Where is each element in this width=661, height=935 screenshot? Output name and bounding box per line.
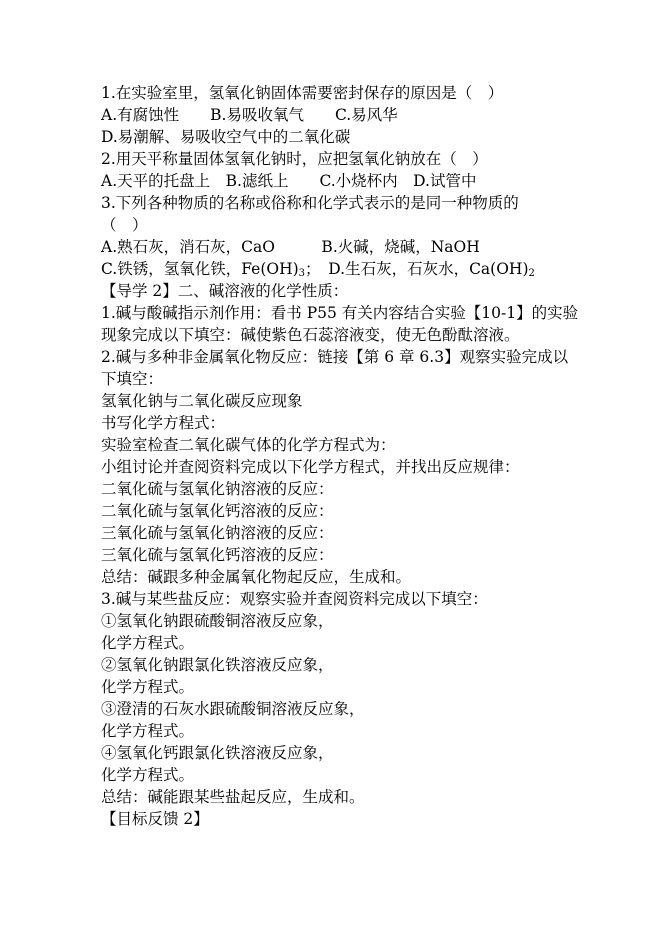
question-2: 2.用天平称量固体氢氧化钠时，应把氢氧化钠放在（ ） [101,150,488,168]
equation-1: 化学方程式。 [101,634,195,652]
item-circle-2: ②氢氧化钠跟氯化铁溶液反应象， [101,656,334,674]
summary-1: 总结：碱跟多种金属氧化物起反应，生成和。 [101,568,412,586]
naoh-co2-phenomenon: 氢氧化钠与二氧化碳反应现象 [101,392,303,410]
option-c-text: C.铁锈，氢氧化铁，Fe(OH) [101,260,299,278]
question-3: 3.下列各种物质的名称或俗称和化学式表示的是同一种物质的 [101,194,519,212]
section-heading-feedback-2: 【目标反馈 2】 [101,810,209,828]
point-2-line-2: 下填空： [101,370,164,388]
section-heading-daoxue-2: 【导学 2】二、碱溶液的化学性质： [101,282,349,300]
equation-3: 化学方程式。 [101,722,195,740]
so2-caoh2: 二氧化硫与氢氧化钙溶液的反应： [101,502,334,520]
co2-test-equation: 实验室检查二氧化碳气体的化学方程式为： [101,436,396,454]
option-d-subscript: 2 [528,268,535,279]
so3-caoh2: 三氧化硫与氢氧化钙溶液的反应： [101,546,334,564]
point-1-line-1: 1.碱与酸碱指示剂作用：看书 P55 有关内容结合实验【10-1】的实验 [101,304,579,322]
equation-2: 化学方程式。 [101,678,195,696]
question-3-options-cd [101,258,535,280]
question-1-option-d: D.易潮解、易吸收空气中的二氧化碳 [101,128,351,146]
question-2-options: A.天平的托盘上 B.滤纸上 C.小烧杯内 D.试管中 [101,172,477,190]
so3-naoh: 三氧化硫与氢氧化钠溶液的反应： [101,524,334,542]
so2-naoh: 二氧化硫与氢氧化钠溶液的反应： [101,480,334,498]
point-1-line-2: 现象完成以下填空：碱使紫色石蕊溶液变，使无色酚酞溶液。 [101,326,520,344]
question-1-options-abc: A.有腐蚀性 B.易吸收氧气 C.易风华 [101,106,398,124]
write-equation: 书写化学方程式： [101,414,226,432]
question-3-options-ab: A.熟石灰，消石灰，CaO B.火碱，烧碱，NaOH [101,238,480,256]
question-3-blank: （ ） [101,216,148,234]
summary-2: 总结：碱能跟某些盐起反应，生成和。 [101,788,365,806]
equation-4: 化学方程式。 [101,766,195,784]
option-d-text: ； D.生石灰，石灰水，Ca(OH) [305,260,529,278]
option-c-subscript: 3 [298,268,306,279]
point-3: 3.碱与某些盐反应：观察实验并查阅资料完成以下填空： [101,590,488,608]
group-discussion: 小组讨论并查阅资料完成以下化学方程式，并找出反应规律： [101,458,520,476]
item-circle-3: ③澄清的石灰水跟硫酸铜溶液反应象， [101,700,365,718]
question-1: 1.在实验室里，氢氧化钠固体需要密封保存的原因是（ ） [101,84,504,102]
point-2-line-1: 2.碱与多种非金属氧化物反应：链接【第 6 章 6.3】观察实验完成以 [101,348,569,366]
item-circle-4: ④氢氧化钙跟氯化铁溶液反应象， [101,744,334,762]
item-circle-1: ①氢氧化钠跟硫酸铜溶液反应象， [101,612,334,630]
